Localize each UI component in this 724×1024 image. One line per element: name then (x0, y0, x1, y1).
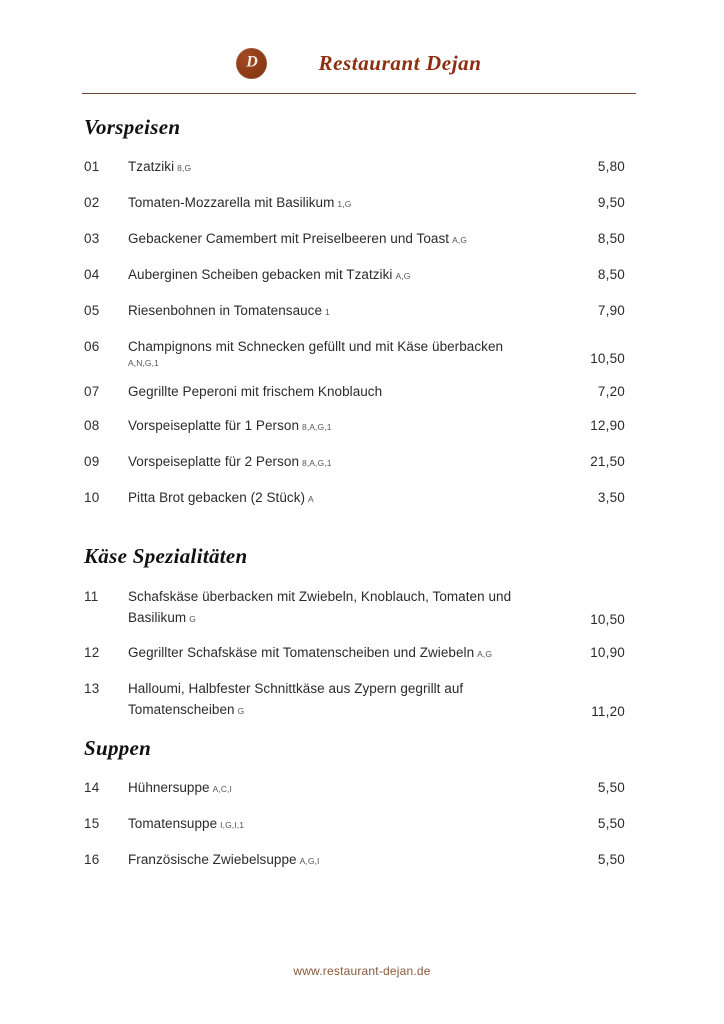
menu-item-name-text: Champignons mit Schnecken gefüllt und mit Käse überbacken (128, 339, 504, 354)
menu-item-name-text: Riesenbohnen in Tomatensauce (128, 303, 323, 318)
website-url[interactable]: www.restaurant-dejan.de (293, 964, 431, 978)
menu-item-body (128, 487, 569, 510)
menu-item-name (128, 300, 559, 323)
menu-item-name (128, 156, 559, 179)
menu-item-body (128, 678, 569, 722)
restaurant-logo-icon (236, 48, 267, 79)
menu-item-body (128, 849, 569, 872)
menu-item-allergens: A,G,I (299, 856, 320, 866)
menu-item-name (128, 678, 559, 699)
menu-item-number: 07 (84, 384, 100, 399)
menu-item-name (128, 586, 559, 607)
menu-item-number: 02 (84, 195, 100, 210)
menu-item-price: 11,20 (591, 704, 625, 719)
menu-item-row[interactable] (0, 586, 724, 630)
menu-item-name-text: Gebackener Camembert mit Preiselbeeren und Toast (128, 231, 450, 246)
menu-item-price: 5,50 (597, 816, 625, 831)
menu-item-row[interactable] (0, 678, 724, 722)
menu-item-price: 5,50 (597, 780, 625, 795)
menu-item-body (128, 156, 569, 179)
menu-item-body (128, 777, 569, 800)
menu-item-allergens: A,G (452, 235, 468, 245)
menu-item-body (128, 192, 569, 215)
menu-item-row[interactable] (0, 264, 724, 287)
menu-item-allergens: A (308, 494, 314, 504)
menu-item-name-text: Tomatensuppe (128, 816, 218, 831)
menu-item-price: 7,20 (597, 384, 625, 399)
menu-item-body (128, 300, 569, 323)
menu-item-name-line2 (128, 699, 559, 722)
menu-item-price: 8,50 (597, 267, 625, 282)
menu-item-number: 11 (84, 589, 99, 604)
menu-item-body (128, 264, 569, 287)
menu-item-price: 10,50 (590, 351, 625, 366)
menu-section (0, 544, 724, 722)
menu-item-name (128, 336, 559, 357)
menu-content (0, 104, 724, 885)
menu-item-name (128, 813, 559, 836)
section-title: Suppen (84, 736, 152, 760)
menu-item-allergens: 1 (325, 307, 330, 317)
menu-item-name-text: Tomaten-Mozzarella mit Basilikum (128, 195, 335, 210)
menu-item-allergens: 1,G (337, 199, 352, 209)
menu-item-name (128, 228, 559, 251)
menu-item-name (128, 849, 559, 872)
menu-item-name-line2 (128, 607, 559, 630)
menu-item-row[interactable] (0, 451, 724, 474)
menu-item-body (128, 586, 569, 630)
menu-item-name-text: Tzatziki (128, 159, 175, 174)
menu-item-row[interactable] (0, 777, 724, 800)
menu-item-name-text: Vorspeiseplatte für 1 Person (128, 418, 299, 433)
menu-item-allergens: A,G (395, 271, 411, 281)
menu-item-number: 15 (84, 816, 100, 831)
menu-section (0, 115, 724, 510)
menu-item-number: 04 (84, 267, 100, 282)
menu-item-list (0, 777, 724, 872)
menu-item-number: 10 (84, 490, 100, 505)
menu-item-number: 14 (84, 780, 100, 795)
menu-item-price: 10,50 (590, 612, 625, 627)
menu-item-number: 01 (84, 159, 100, 174)
menu-item-number: 13 (84, 681, 100, 696)
menu-item-name (128, 487, 559, 510)
menu-item-row[interactable] (0, 156, 724, 179)
menu-item-row[interactable] (0, 381, 724, 402)
menu-item-allergens: A,C,I (212, 784, 233, 794)
menu-item-name-line2-text: Basilikum (128, 610, 187, 625)
menu-item-number: 03 (84, 231, 100, 246)
menu-item-list (0, 586, 724, 722)
menu-item-row[interactable] (0, 415, 724, 438)
logo-letter: D (246, 53, 258, 71)
menu-item-allergens: 8,A,G,1 (302, 458, 332, 468)
menu-item-price: 10,90 (590, 645, 625, 660)
menu-item-allergens-line2: G (237, 706, 245, 716)
menu-item-name-text: Gegrillter Schafskäse mit Tomatenscheiben und Zwiebeln (128, 645, 475, 660)
menu-item-name-text: Gegrillte Peperoni mit frischem Knoblauch (128, 384, 383, 399)
menu-item-name-text: Hühnersuppe (128, 780, 210, 795)
menu-item-row[interactable] (0, 642, 724, 665)
menu-item-name (128, 192, 559, 215)
menu-item-number: 08 (84, 418, 100, 433)
page-title: Restaurant Dejan (318, 50, 482, 75)
menu-item-row[interactable] (0, 336, 724, 369)
menu-item-allergens: 8,G (177, 163, 192, 173)
menu-item-price: 5,80 (597, 159, 625, 174)
menu-item-name-text: Auberginen Scheiben gebacken mit Tzatziki (128, 267, 393, 282)
menu-item-allergens: A,G (477, 649, 493, 659)
menu-item-name (128, 264, 559, 287)
menu-item-body (128, 228, 569, 251)
menu-item-name (128, 415, 559, 438)
menu-item-price: 7,90 (597, 303, 625, 318)
menu-item-list (0, 156, 724, 510)
menu-item-row[interactable] (0, 300, 724, 323)
menu-item-number: 06 (84, 339, 100, 354)
menu-item-number: 12 (84, 645, 100, 660)
menu-item-number: 09 (84, 454, 100, 469)
menu-item-price: 8,50 (597, 231, 625, 246)
menu-item-row[interactable] (0, 813, 724, 836)
menu-item-name-line2-text: Tomatenscheiben (128, 702, 235, 717)
menu-item-row[interactable] (0, 849, 724, 872)
menu-item-body (128, 381, 569, 402)
menu-item-number: 05 (84, 303, 100, 318)
menu-item-name-text: Französische Zwiebelsuppe (128, 852, 297, 867)
menu-item-row[interactable] (0, 228, 724, 251)
header-divider (82, 93, 636, 94)
menu-item-price: 12,90 (590, 418, 625, 433)
menu-item-name (128, 777, 559, 800)
menu-item-row[interactable] (0, 487, 724, 510)
menu-item-body (128, 336, 569, 369)
menu-item-allergens-line2: G (189, 614, 196, 624)
menu-item-body (128, 813, 569, 836)
menu-section (0, 736, 724, 872)
menu-header (0, 38, 724, 88)
menu-item-name-text: Vorspeiseplatte für 2 Person (128, 454, 299, 469)
menu-item-price: 5,50 (597, 852, 625, 867)
menu-item-name (128, 642, 559, 665)
menu-item-name (128, 451, 559, 474)
section-title: Vorspeisen (84, 115, 181, 139)
menu-item-number: 16 (84, 852, 100, 867)
menu-item-name-text: Pitta Brot gebacken (2 Stück) (128, 490, 306, 505)
menu-item-allergens: 8,A,G,1 (302, 422, 332, 432)
menu-item-price: 3,50 (597, 490, 625, 505)
menu-item-name-text: Halloumi, Halbfester Schnittkäse aus Zypern gegrillt auf (128, 681, 464, 696)
section-title: Käse Spezialitäten (84, 544, 248, 568)
menu-item-row[interactable] (0, 192, 724, 215)
menu-item-name (128, 381, 559, 402)
menu-item-price: 21,50 (590, 454, 625, 469)
menu-footer (0, 962, 724, 980)
menu-item-body (128, 415, 569, 438)
menu-item-price: 9,50 (597, 195, 625, 210)
menu-item-body (128, 642, 569, 665)
menu-item-body (128, 451, 569, 474)
menu-item-allergens-line2: A,N,G,1 (128, 358, 159, 368)
menu-item-name-text: Schafskäse überbacken mit Zwiebeln, Knoblauch, Tomaten und (128, 589, 512, 604)
menu-item-allergens: I,G,I,1 (220, 820, 245, 830)
